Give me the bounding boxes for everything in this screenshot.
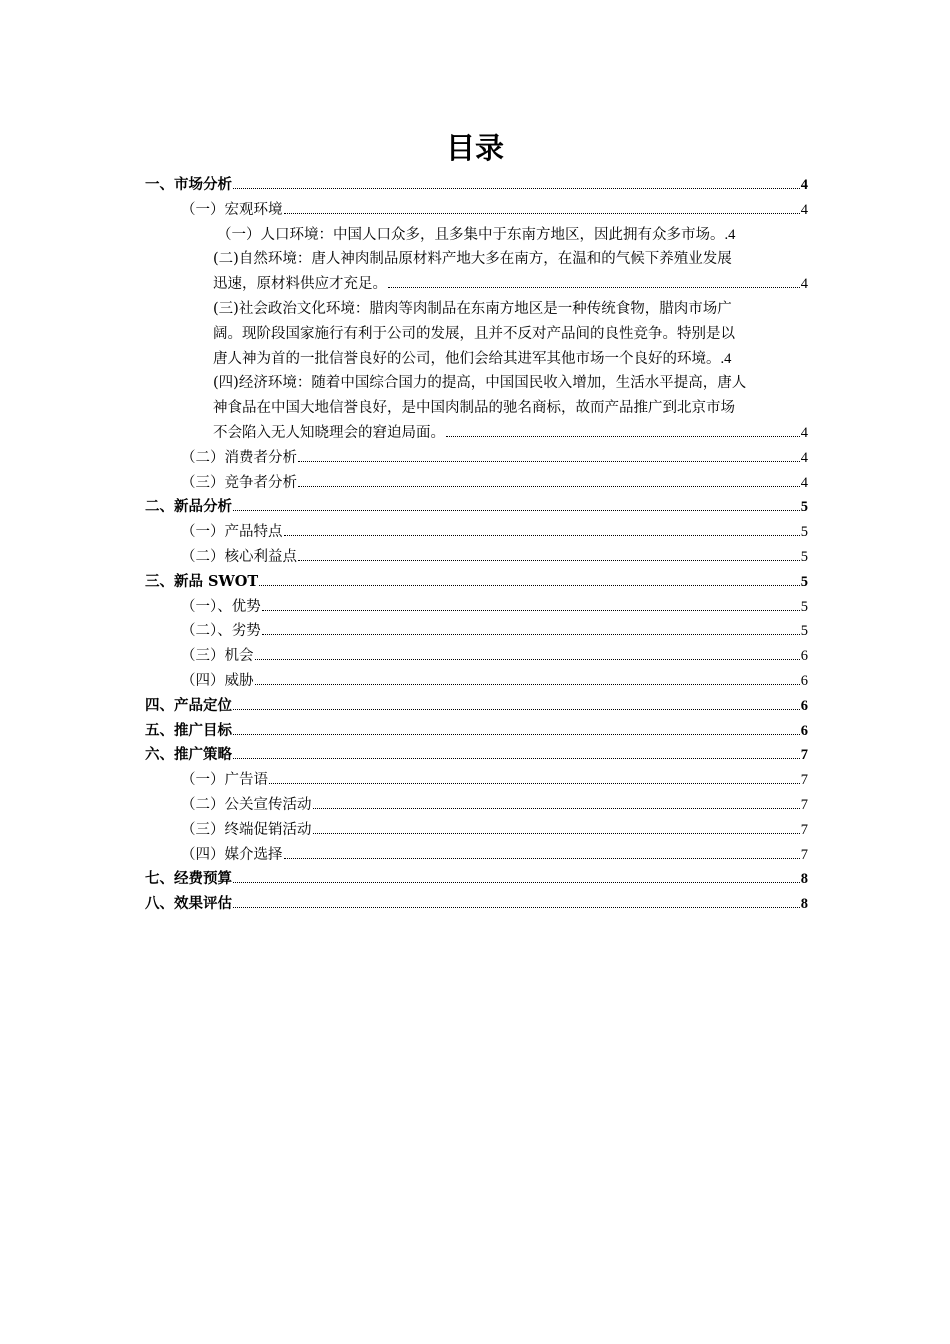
toc-entry-label: （一）广告语 (181, 772, 268, 789)
dot-leader (259, 585, 800, 586)
toc-entry[interactable] (145, 173, 808, 198)
dot-leader (313, 808, 800, 809)
dot-leader (284, 535, 800, 536)
dot-leader (388, 287, 800, 288)
toc-entry-page: 4 (800, 424, 808, 441)
toc-entry-line: (三)社会政治文化环境：腊肉等肉制品在东南方地区是一种传统食物，腊肉市场广 (213, 300, 732, 317)
toc-entry-page: 4 (800, 474, 808, 491)
toc-entry-page: .4 (720, 350, 732, 367)
toc-entry[interactable] (145, 768, 808, 793)
toc-entry-page: 5 (800, 623, 808, 640)
toc-entry-label: （三）终端促销活动 (181, 821, 312, 838)
dot-leader (233, 882, 800, 883)
dot-leader (298, 461, 800, 462)
toc-entry-line: 神食品在中国大地信誉良好，是中国肉制品的驰名商标，故而产品推广到北京市场 (213, 400, 735, 417)
toc-entry[interactable] (145, 520, 808, 545)
toc-entry-label: （一）宏观环境 (181, 201, 283, 218)
toc-entry-page: 5 (800, 573, 808, 590)
toc-entry-page: 8 (800, 871, 808, 888)
toc-entry-label: 四、产品定位 (145, 696, 232, 714)
dot-leader (298, 560, 800, 561)
toc-entry-label: 三、新品 SWOT (145, 572, 259, 590)
dot-leader (233, 709, 800, 710)
toc-entry-page: 6 (800, 722, 808, 739)
toc-entry-page: 4 (800, 201, 808, 218)
toc-entry-label: （四）媒介选择 (181, 846, 283, 863)
toc-entry[interactable] (145, 446, 808, 471)
toc-entry[interactable] (145, 818, 808, 843)
toc-entry-page: 4 (800, 449, 808, 466)
toc-entry[interactable] (145, 570, 808, 595)
toc-entry-label: （一）人口环境：中国人口众多，且多集中于东南方地区，因此拥有众多市场。 (217, 226, 725, 243)
toc-entry-page: 4 (800, 177, 808, 193)
toc-entry-line: (四)经济环境：随着中国综合国力的提高，中国国民收入增加，生活水平提高，唐人 (213, 375, 747, 392)
dot-leader (262, 610, 800, 611)
toc-entry-line: 唐人神为首的一批信誉良好的公司，他们会给其进军其他市场一个良好的环境。 (213, 350, 721, 367)
toc-title: 目录 (445, 131, 504, 165)
toc-entry[interactable] (145, 595, 808, 620)
toc-entry[interactable] (145, 669, 808, 694)
toc-entry[interactable] (145, 297, 808, 371)
toc-entry[interactable] (145, 471, 808, 496)
dot-leader (269, 783, 800, 784)
toc-entry[interactable] (145, 495, 808, 520)
toc-entry-page: 7 (800, 747, 808, 764)
dot-leader (262, 634, 800, 635)
toc-entry-line: 阔。现阶段国家施行有利于公司的发展，且并不反对产品间的良性竞争。特别是以 (213, 325, 735, 342)
toc-entry[interactable] (145, 247, 808, 297)
toc-entry[interactable] (145, 694, 808, 719)
toc-entry-label: （二）消费者分析 (181, 449, 297, 466)
toc-entry-label: （二）、劣势 (181, 623, 261, 640)
toc-entry-page: 8 (800, 896, 808, 913)
toc-entry[interactable] (145, 743, 808, 768)
toc-entry-page: 6 (800, 648, 808, 665)
toc-entry-label: （四）威胁 (181, 672, 254, 689)
toc-entry-page: 7 (800, 772, 808, 789)
toc-entry-page: 6 (800, 697, 808, 714)
toc-entry-page: 6 (800, 672, 808, 689)
dot-leader (284, 213, 800, 214)
toc-entry-label: （二）核心利益点 (181, 548, 297, 565)
toc-entry-label: （一）、优势 (181, 598, 261, 615)
toc-entry-line: 不会陷入无人知晓理会的窘迫局面。 (213, 424, 445, 441)
toc-entry-page: 5 (800, 499, 808, 516)
toc-entry-line: (二)自然环境：唐人神肉制品原材料产地大多在南方，在温和的气候下养殖业发展 (213, 251, 732, 268)
toc-entry-page: 5 (800, 598, 808, 615)
toc-entry-page: 5 (800, 548, 808, 565)
toc-entry-label: 一、市场分析 (145, 176, 232, 193)
dot-leader (233, 510, 800, 511)
toc-entry[interactable] (145, 545, 808, 570)
dot-leader (298, 486, 800, 487)
dot-leader (233, 758, 800, 759)
toc-entry[interactable] (145, 892, 808, 917)
toc-entry[interactable] (145, 619, 808, 644)
dot-leader (233, 188, 800, 189)
dot-leader (233, 907, 800, 908)
toc-entry[interactable] (145, 198, 808, 223)
toc-entry[interactable] (145, 843, 808, 868)
dot-leader (284, 858, 800, 859)
toc-entry-label: 七、经费预算 (145, 870, 232, 888)
toc-entry-page: .4 (724, 226, 736, 243)
dot-leader (233, 734, 800, 735)
toc-entry[interactable] (145, 223, 808, 248)
toc-entry-label: 八、效果评估 (145, 895, 232, 913)
toc-entry-page: 4 (800, 276, 808, 293)
toc-entry-page: 7 (800, 846, 808, 863)
toc-entry[interactable] (145, 867, 808, 892)
toc-entry-label: 六、推广策略 (145, 746, 232, 764)
dot-leader (313, 833, 800, 834)
toc-entry-label: 五、推广目标 (145, 721, 232, 739)
toc-entry[interactable] (145, 644, 808, 669)
toc-entry-label: 二、新品分析 (145, 498, 232, 516)
toc-entry[interactable] (145, 371, 808, 445)
toc-entry-page: 7 (800, 821, 808, 838)
toc-entry-label: （三）机会 (181, 648, 254, 665)
toc-entry-line: 迅速，原材料供应才充足。 (213, 276, 387, 293)
toc-entry[interactable] (145, 719, 808, 744)
dot-leader (446, 436, 800, 437)
toc-entry-label: （二）公关宣传活动 (181, 796, 312, 813)
toc-entry-page: 5 (800, 524, 808, 541)
dot-leader (255, 659, 800, 660)
toc-entry-label: （三）竞争者分析 (181, 474, 297, 491)
dot-leader (255, 684, 800, 685)
toc-entry-page: 7 (800, 796, 808, 813)
toc-entry[interactable] (145, 793, 808, 818)
table-of-contents (145, 173, 808, 917)
toc-entry-label: （一）产品特点 (181, 524, 283, 541)
